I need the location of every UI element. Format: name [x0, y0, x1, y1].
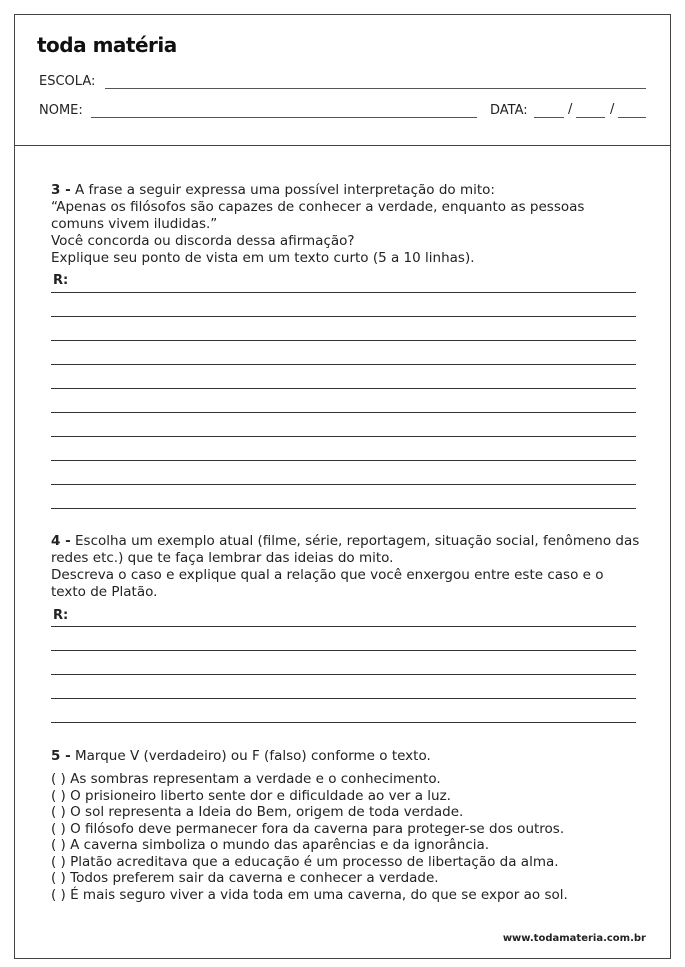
answer-line[interactable] — [51, 340, 636, 341]
answer-line[interactable] — [51, 508, 636, 509]
true-false-option[interactable]: ( ) O prisioneiro liberto sente dor e dificuldade ao ver a luz. — [51, 787, 451, 804]
question-4-number: 4 - — [51, 533, 71, 549]
question-4-answer-label: R: — [53, 608, 69, 623]
answer-line[interactable] — [51, 626, 636, 627]
date-year-line[interactable] — [618, 117, 646, 118]
answer-line[interactable] — [51, 388, 636, 389]
question-4-line2: redes etc.) que te faça lembrar das ideias do mito. — [51, 550, 394, 566]
answer-line[interactable] — [51, 674, 636, 675]
question-5-text: Marque V (verdadeiro) ou F (falso) conforme o texto. — [75, 748, 431, 764]
true-false-option[interactable]: ( ) É mais seguro viver a vida toda em uma caverna, do que se expor ao sol. — [51, 886, 568, 903]
date-month-line[interactable] — [576, 117, 605, 118]
true-false-option[interactable]: ( ) A caverna simboliza o mundo das aparências e da ignorância. — [51, 837, 490, 853]
worksheet — [14, 14, 671, 959]
logo: toda matéria — [37, 33, 177, 57]
question-3-answer-label: R: — [53, 273, 69, 288]
header — [15, 15, 670, 146]
true-false-option[interactable]: ( ) Platão acreditava que a educação é um processo de libertação da alma. — [51, 853, 559, 870]
question-4-line3: Descreva o caso e explique qual a relação que você enxergou entre este caso e o — [51, 567, 604, 583]
question-4-line4: texto de Platão. — [51, 584, 158, 600]
school-line[interactable] — [105, 88, 646, 89]
question-3-line3: Você concorda ou discorda dessa afirmação? — [51, 233, 355, 249]
question-3 — [51, 182, 584, 267]
answer-line[interactable] — [51, 316, 636, 317]
date-separator: / — [568, 102, 573, 117]
question-3-number: 3 - — [51, 182, 71, 198]
answer-line[interactable] — [51, 292, 636, 293]
answer-line[interactable] — [51, 650, 636, 651]
question-3-line4: Explique seu ponto de vista em um texto curto (5 a 10 linhas). — [51, 250, 475, 266]
question-4-line1: Escolha um exemplo atual (filme, série, reportagem, situação social, fenômeno das — [75, 533, 640, 549]
answer-line[interactable] — [51, 484, 636, 485]
answer-line[interactable] — [51, 722, 636, 723]
true-false-option[interactable]: ( ) As sombras representam a verdade e o conhecimento. — [51, 771, 441, 787]
question-3-quote-line1: “Apenas os filósofos são capazes de conhecer a verdade, enquanto as pessoas — [51, 199, 585, 215]
date-day-line[interactable] — [534, 117, 564, 118]
footer-url: www.todamateria.com.br — [502, 933, 646, 944]
answer-line[interactable] — [51, 364, 636, 365]
true-false-option[interactable]: ( ) O sol representa a Ideia do Bem, origem de toda verdade. — [51, 804, 464, 820]
true-false-option[interactable]: ( ) O filósofo deve permanecer fora da caverna para proteger-se dos outros. — [51, 820, 565, 837]
date-separator: / — [610, 102, 615, 117]
name-label: NOME: — [39, 103, 83, 118]
name-line[interactable] — [91, 117, 477, 118]
question-3-text: A frase a seguir expressa uma possível interpretação do mito: — [75, 182, 495, 198]
question-3-quote-line2: comuns vivem iludidas.” — [51, 216, 218, 232]
date-label: DATA: — [490, 103, 528, 118]
question-4 — [51, 533, 639, 601]
answer-line[interactable] — [51, 412, 636, 413]
answer-line[interactable] — [51, 698, 636, 699]
answer-line[interactable] — [51, 436, 636, 437]
school-label: ESCOLA: — [39, 74, 96, 89]
question-5 — [51, 748, 431, 765]
true-false-option[interactable]: ( ) Todos preferem sair da caverna e conhecer a verdade. — [51, 870, 439, 886]
question-5-number: 5 - — [51, 748, 71, 764]
answer-line[interactable] — [51, 460, 636, 461]
